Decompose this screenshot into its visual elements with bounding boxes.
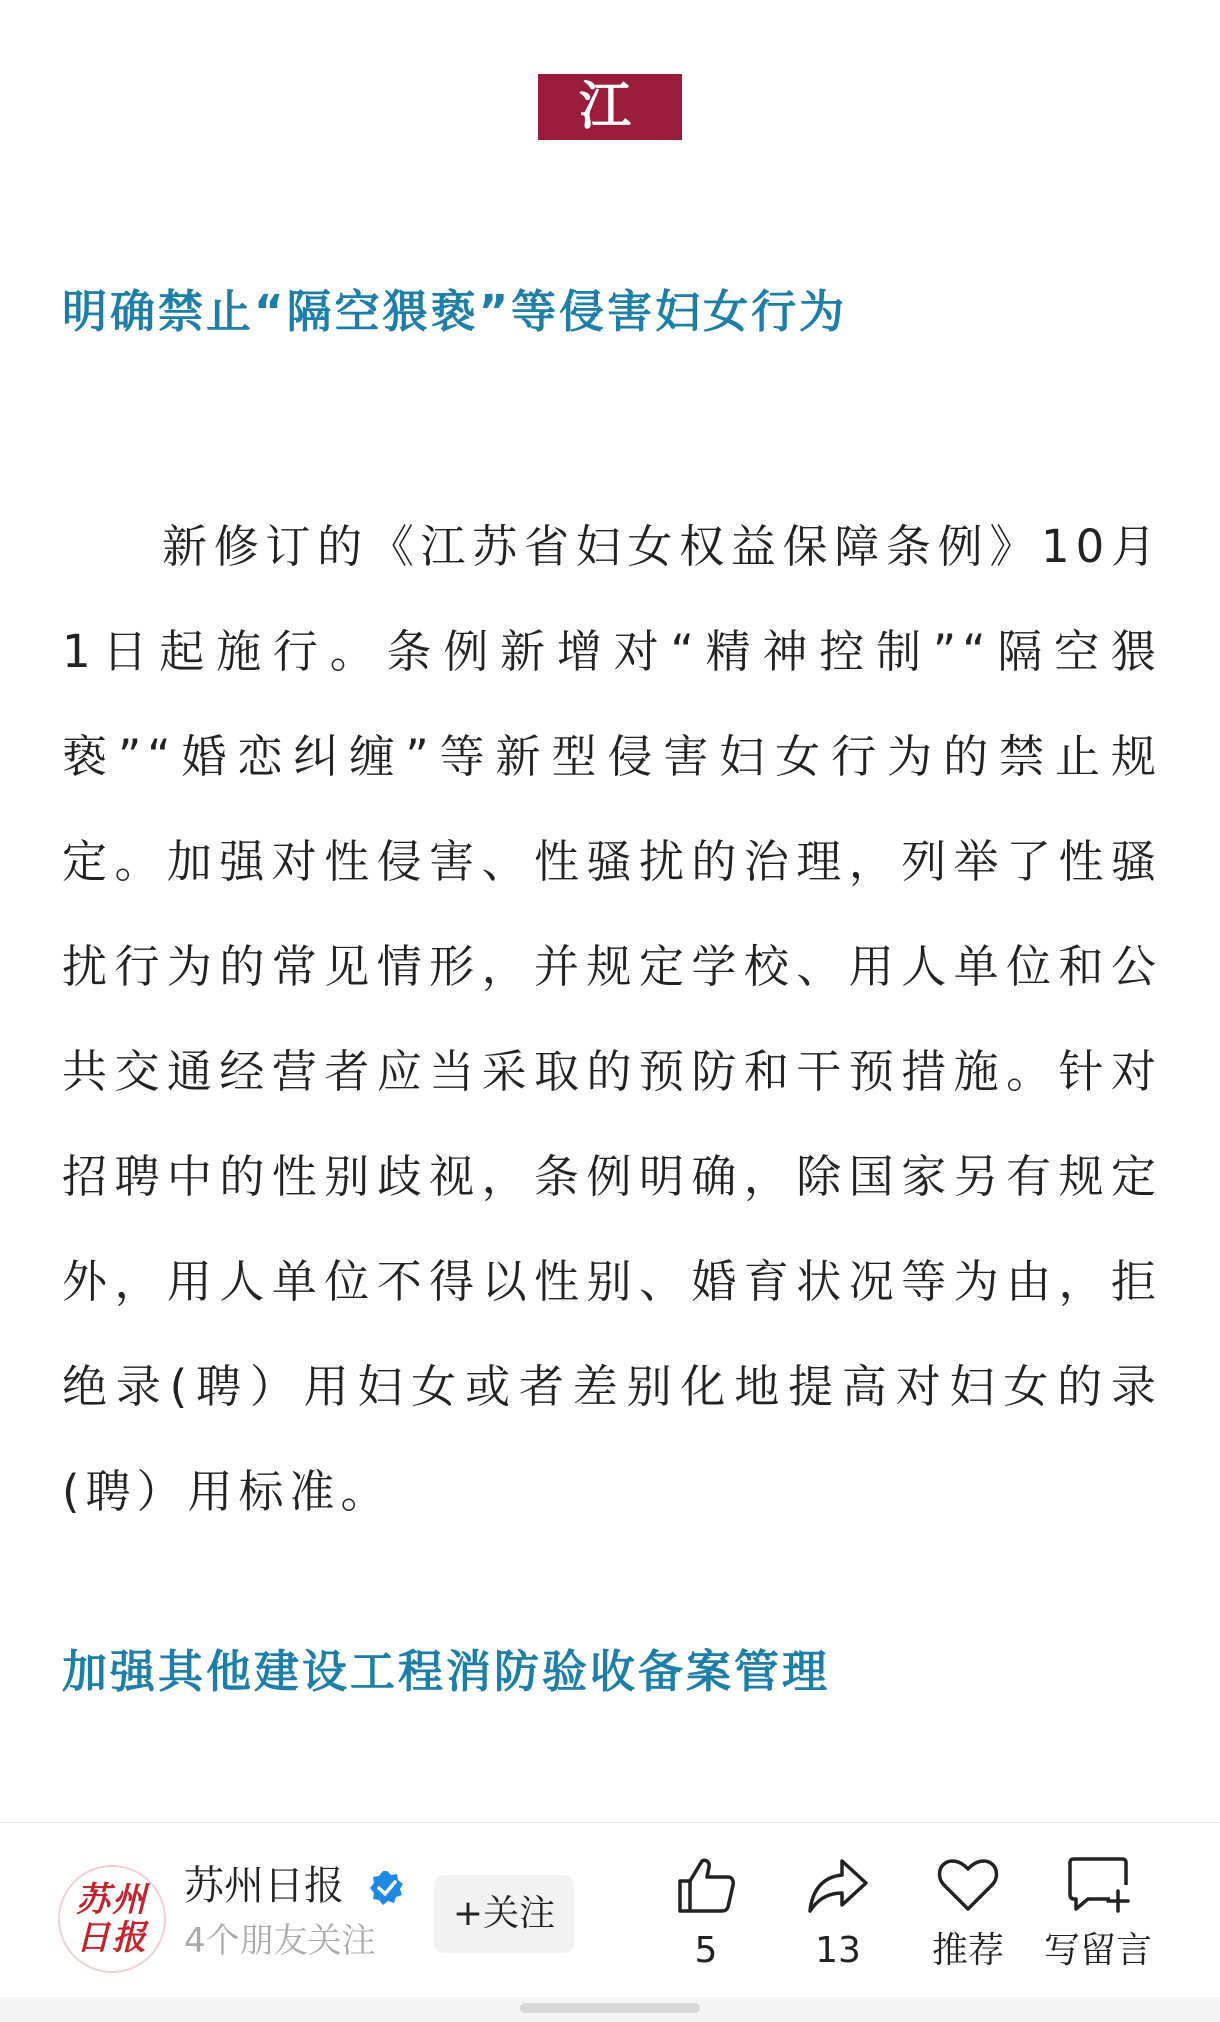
region-tag: 江 苏	[538, 74, 682, 140]
share-arrow-icon	[806, 1853, 870, 1917]
home-indicator[interactable]	[520, 2003, 700, 2013]
write-comment-button[interactable]	[1038, 1853, 1158, 1993]
share-button[interactable]	[778, 1853, 898, 1993]
like-count: 5	[694, 1930, 718, 1971]
system-nav-area	[0, 1997, 1220, 2022]
bottom-action-bar	[0, 1822, 1220, 1998]
recommend-button[interactable]	[908, 1853, 1028, 1993]
avatar[interactable]	[58, 1865, 166, 1973]
heart-icon	[936, 1853, 1000, 1917]
follow-button[interactable]: +关注	[434, 1875, 574, 1953]
recommend-label: 推荐	[931, 1930, 1004, 1971]
comment-plus-icon	[1066, 1853, 1130, 1917]
write-comment-label: 写留言	[1043, 1930, 1152, 1971]
like-button[interactable]	[646, 1853, 766, 1993]
share-count: 13	[815, 1930, 861, 1971]
article-paragraph: 新修订的《江苏省妇女权益保障条例》10月1日起施行。条例新增对“精神控制”“隔空猥亵”“婚恋纠缠”等新型侵害妇女行为的禁止规定。加强对性侵害、性骚扰的治理，列举了性骚扰行为的常见情形，并规定学校、用人单位和公共交通经营者应当采取的预防和干预措施。针对招聘中的性别歧视，条例明确，除国家另有规定外，用人单位不得以性别、婚育状况等为由，拒绝录(聘）用妇女或者差别化地提高对妇女的录(聘）用标准。	[62, 520, 1162, 1518]
section-heading: 明确禁止“隔空猥亵”等侵害妇女行为	[62, 285, 848, 338]
thumbs-up-icon	[674, 1853, 738, 1917]
verified-check-icon	[368, 1869, 406, 1907]
section-heading: 加强其他建设工程消防验收备案管理	[62, 1645, 831, 1698]
avatar-logo: 苏州日报	[76, 1880, 148, 1958]
friends-following-note: 4个朋友关注	[184, 1921, 376, 1961]
account-name[interactable]: 苏州日报	[184, 1863, 344, 1909]
